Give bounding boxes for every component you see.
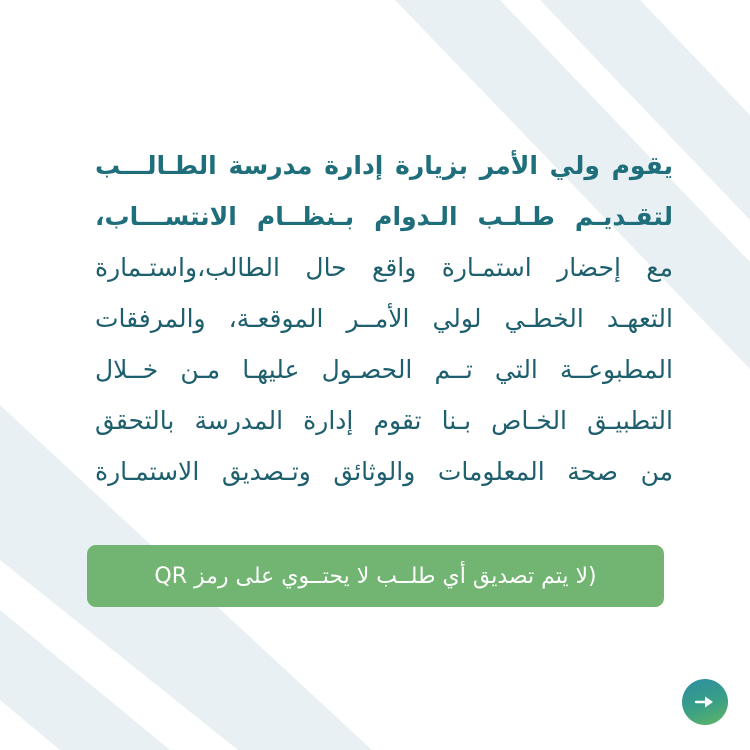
paragraph-line: مع إحضار استمـارة واقع حال الطالب،واستـمارة <box>95 253 673 282</box>
qr-note-text: (لا يتم تصديق أي طلــب لا يحتــوي على رمز QR <box>154 563 597 589</box>
paragraph-line: التعهـد الخطـي لولي الأمــر الموقعـة، والمرفقات <box>95 304 673 333</box>
paragraph-line: لتقـديـم طـلـب الـدوام بـنظــام الانتســـاب، <box>95 202 673 231</box>
paragraph-line: التطبيـق الخـاص بـنا تقوم إدارة المدرسة بالتحقق <box>95 406 673 435</box>
main-paragraph <box>95 140 673 497</box>
paragraph-line: من صحة المعلومات والوثائق وتـصديق الاستمـارة <box>95 457 673 486</box>
qr-note-banner <box>87 545 664 607</box>
next-button[interactable] <box>682 679 728 725</box>
paragraph-line: المطبوعــة التي تــم الحصـول عليهـا مـن خــلال <box>95 355 673 384</box>
paragraph-line: يقوم ولي الأمر بزيارة إدارة مدرسة الطـالـــب <box>95 151 673 180</box>
arrow-right-icon <box>694 694 716 710</box>
